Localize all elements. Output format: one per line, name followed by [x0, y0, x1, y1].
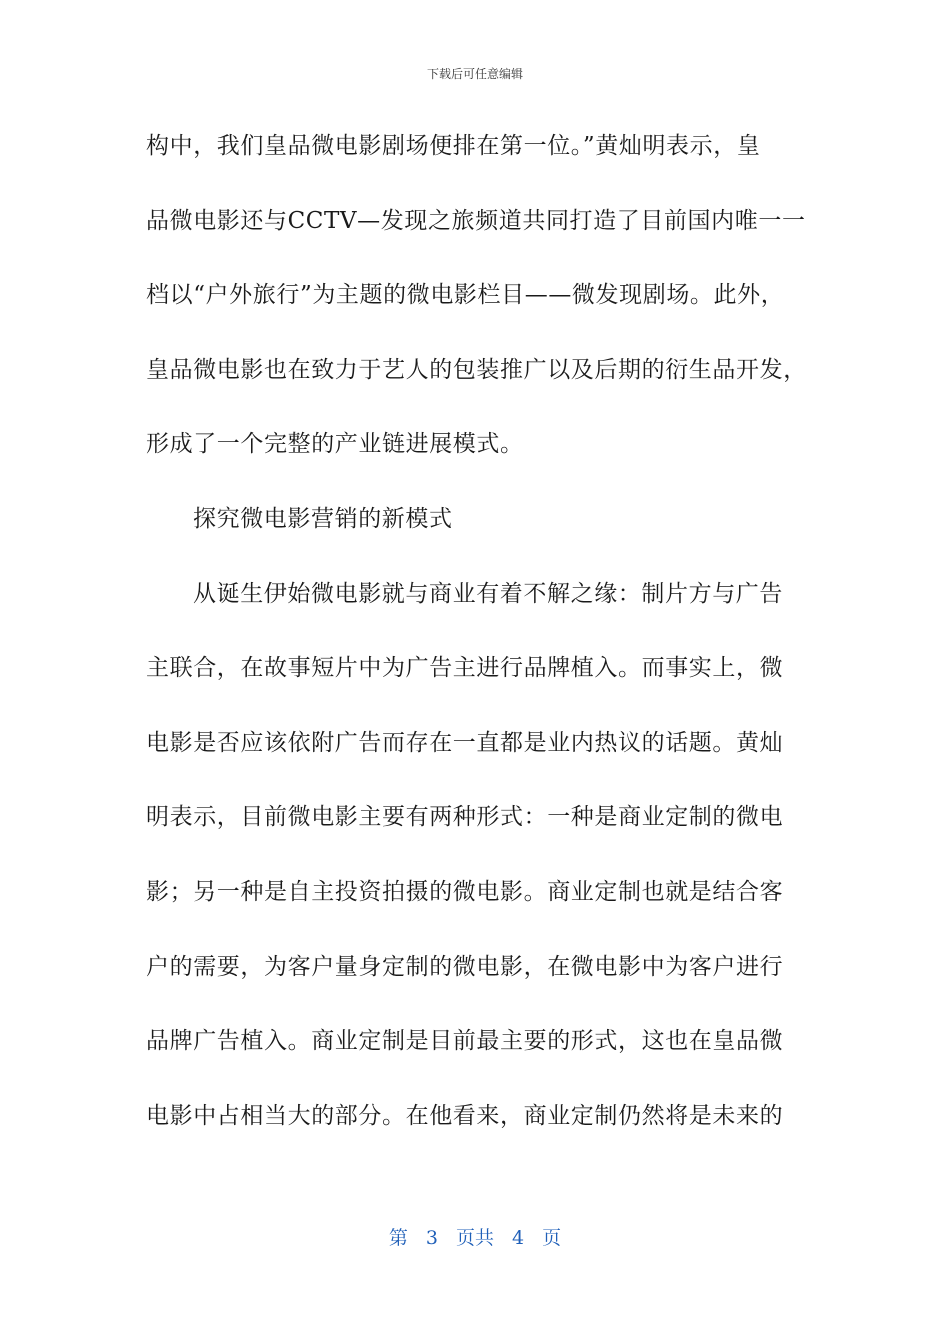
- page-header: [0, 66, 950, 82]
- page-footer: [0, 1226, 950, 1250]
- page-number-mid: 页共: [455, 1227, 494, 1249]
- section-heading: 探究微电影营销的新模式: [193, 505, 453, 532]
- page-number-suffix: 页: [542, 1227, 562, 1249]
- header-text: 下载后可任意编辑: [426, 67, 523, 81]
- body-line: 构中，我们皇品微电影剧场便排在第一位。”黄灿明表示，皇: [146, 133, 761, 159]
- body-line: 品微电影还与CCTV—发现之旅频道共同打造了目前国内唯一一: [146, 207, 806, 234]
- body-line: 皇品微电影也在致力于艺人的包装推广以及后期的衍生品开发，: [146, 356, 807, 383]
- body-line: 明表示，目前微电影主要有两种形式：一种是商业定制的微电: [146, 804, 784, 831]
- body-line: 电影中占相当大的部分。在他看来，商业定制仍然将是未来的: [146, 1102, 784, 1129]
- current-page-number: 3: [425, 1227, 438, 1249]
- body-line: 主联合，在故事短片中为广告主进行品牌植入。而事实上，微: [146, 655, 784, 682]
- total-page-number: 4: [512, 1227, 525, 1249]
- body-line: 品牌广告植入。商业定制是目前最主要的形式，这也在皇品微: [146, 1028, 784, 1055]
- body-line: 从诞生伊始微电影就与商业有着不解之缘：制片方与广告: [193, 580, 783, 607]
- page-number-prefix: 第: [388, 1227, 408, 1249]
- body-line: 户的需要，为客户量身定制的微电影，在微电影中为客户进行: [146, 953, 784, 980]
- body-line: 形成了一个完整的产业链进展模式。: [146, 431, 524, 458]
- document-body: [146, 120, 806, 1164]
- body-line: 影；另一种是自主投资拍摄的微电影。商业定制也就是结合客: [146, 878, 784, 905]
- body-line: 电影是否应该依附广告而存在一直都是业内热议的话题。黄灿: [146, 729, 784, 756]
- body-line: 档以“户外旅行”为主题的微电影栏目——微发现剧场。此外，: [146, 282, 785, 309]
